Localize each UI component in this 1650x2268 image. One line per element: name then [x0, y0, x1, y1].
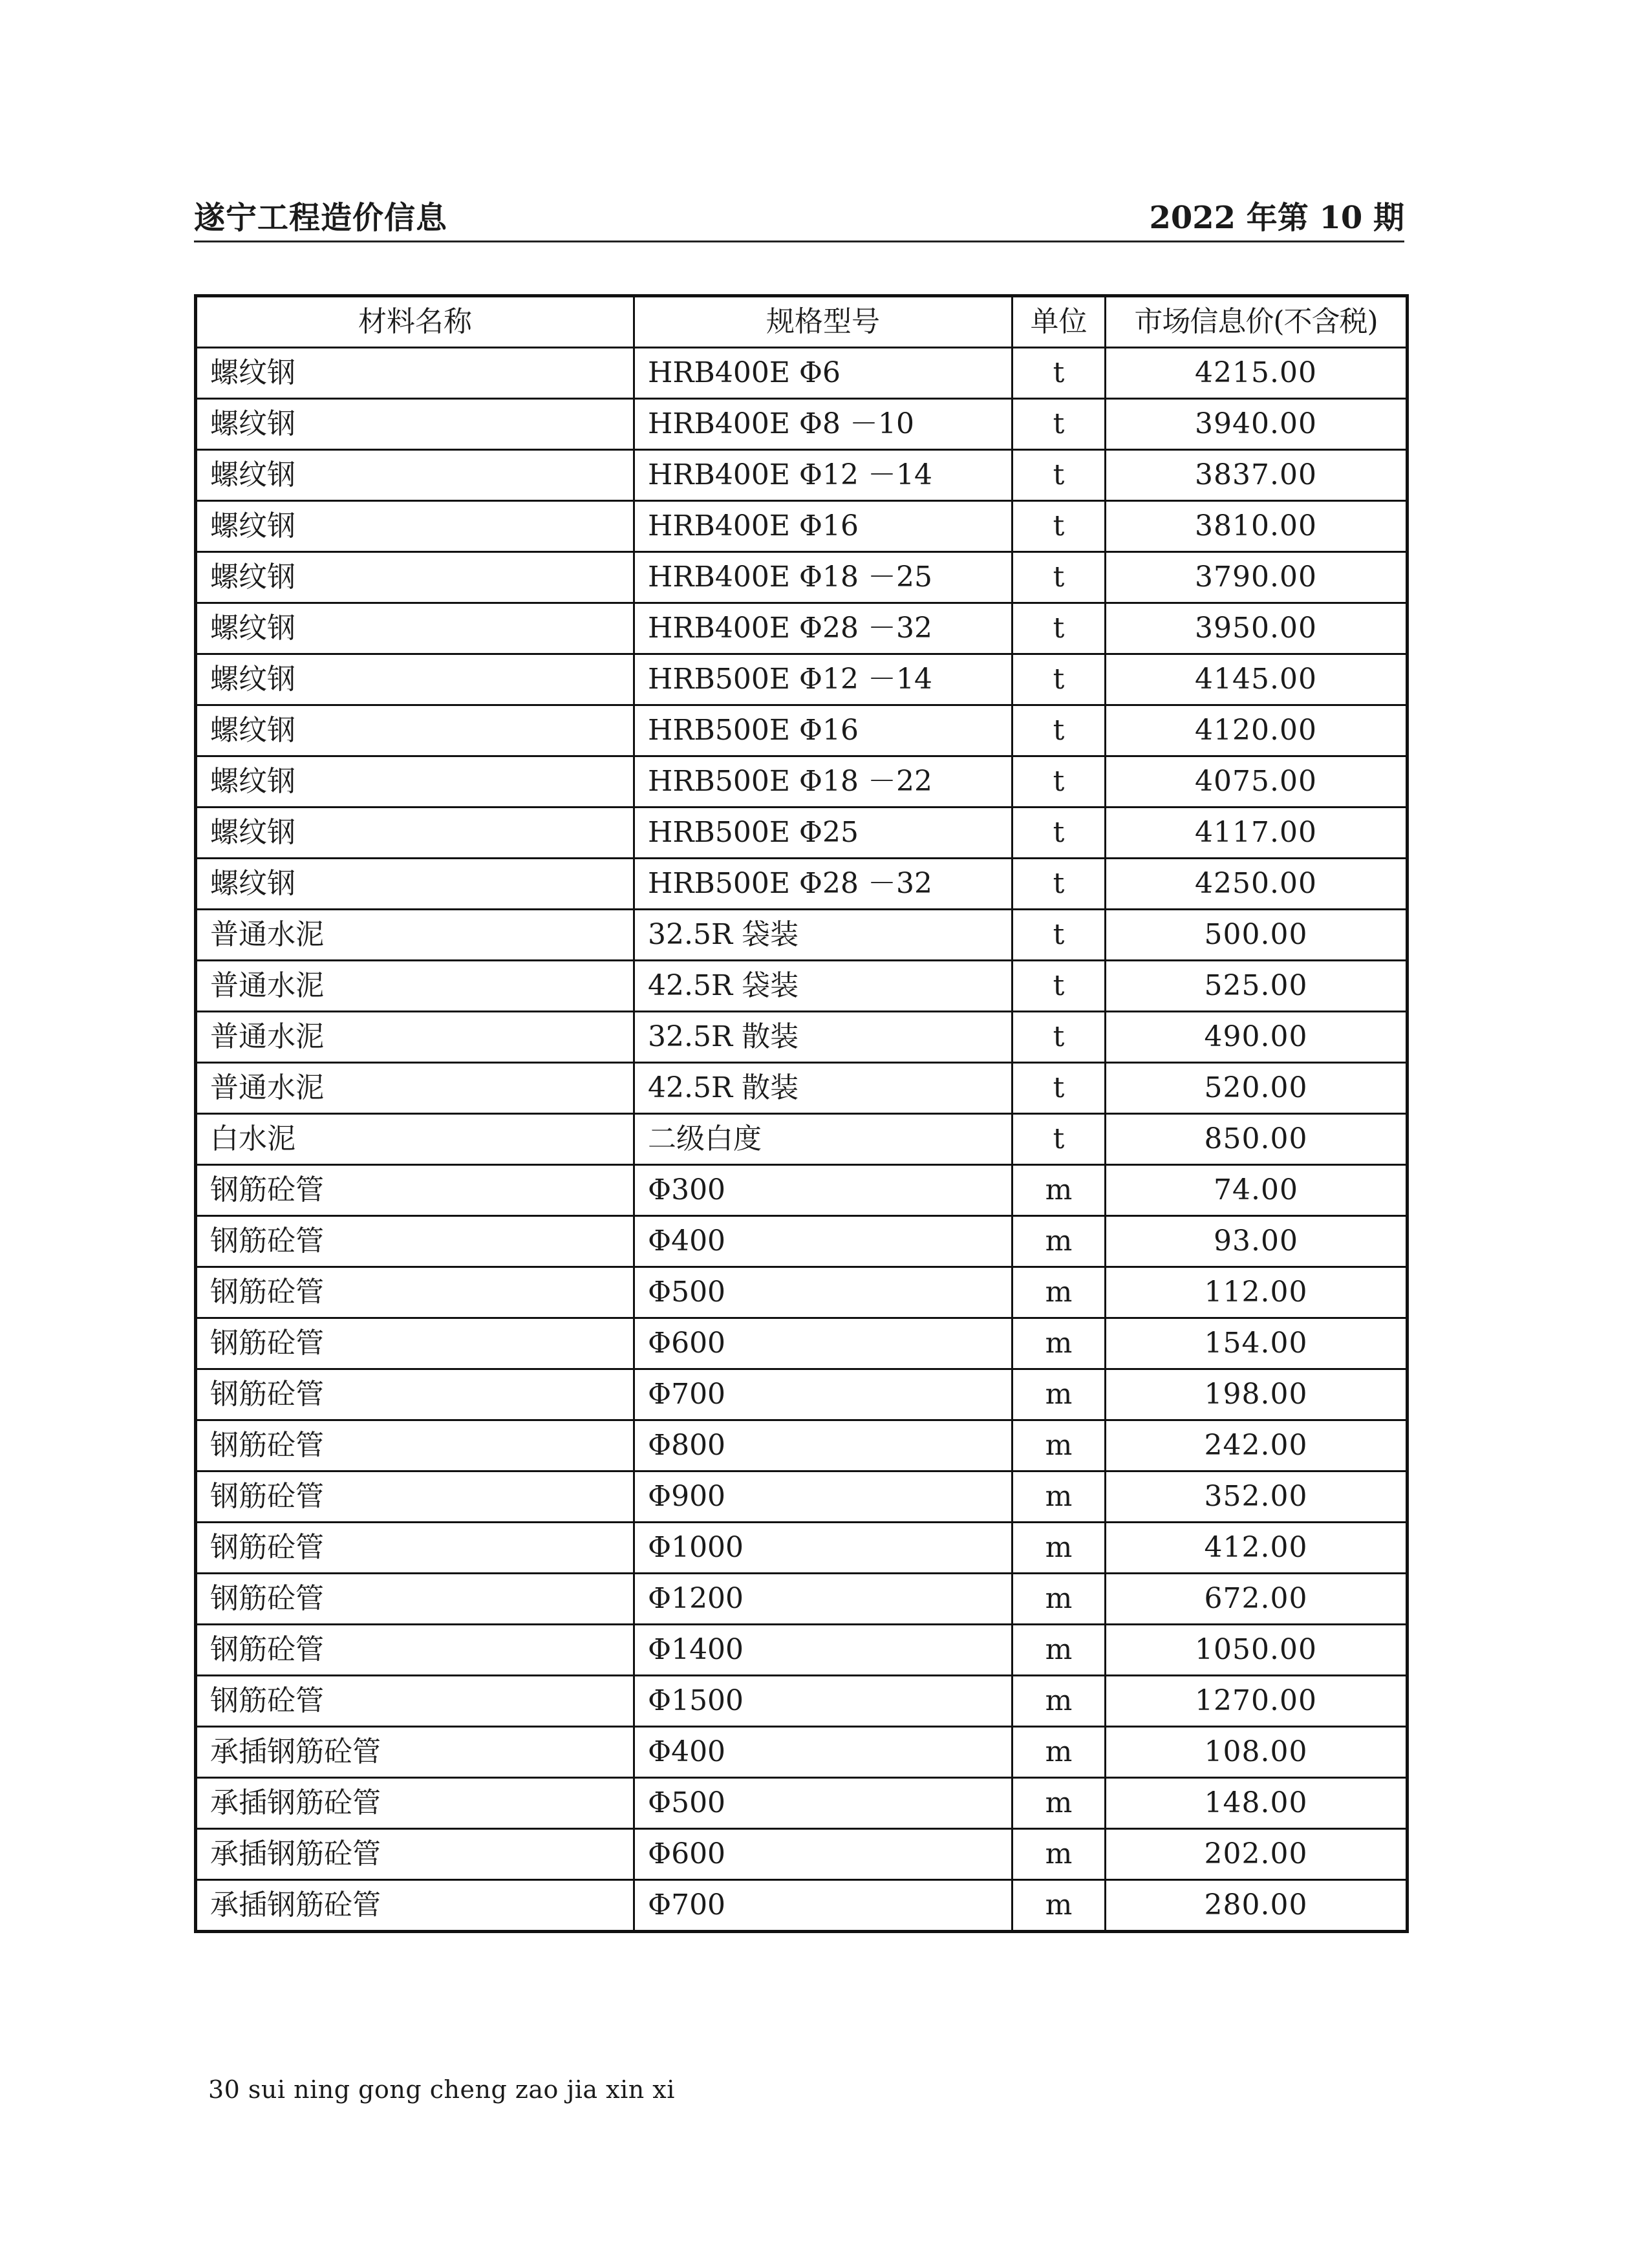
- page-footer: 30 sui ning gong cheng zao jia xin xi: [208, 2075, 675, 2104]
- cell-material-name: 钢筋砼管: [196, 1676, 634, 1727]
- cell-price: 112.00: [1106, 1267, 1408, 1318]
- cell-unit: t: [1012, 961, 1106, 1012]
- table-row: [196, 501, 1408, 552]
- table-row: [196, 1829, 1408, 1880]
- cell-unit: t: [1012, 705, 1106, 756]
- cell-price: 198.00: [1106, 1369, 1408, 1420]
- cell-spec: HRB400E Φ28 －32: [634, 603, 1012, 654]
- cell-material-name: 螺纹钢: [196, 654, 634, 705]
- cell-unit: m: [1012, 1165, 1106, 1216]
- cell-spec: HRB400E Φ6: [634, 348, 1012, 399]
- table-row: [196, 1216, 1408, 1267]
- cell-price: 412.00: [1106, 1523, 1408, 1574]
- cell-material-name: 钢筋砼管: [196, 1420, 634, 1471]
- cell-spec: HRB400E Φ16: [634, 501, 1012, 552]
- cell-price: 4145.00: [1106, 654, 1408, 705]
- cell-material-name: 钢筋砼管: [196, 1369, 634, 1420]
- cell-price: 672.00: [1106, 1574, 1408, 1625]
- cell-spec: Φ500: [634, 1778, 1012, 1829]
- table-header-row: [196, 296, 1408, 348]
- cell-material-name: 螺纹钢: [196, 552, 634, 603]
- cell-material-name: 螺纹钢: [196, 603, 634, 654]
- cell-unit: m: [1012, 1676, 1106, 1727]
- cell-price: 525.00: [1106, 961, 1408, 1012]
- cell-unit: m: [1012, 1420, 1106, 1471]
- cell-material-name: 螺纹钢: [196, 450, 634, 501]
- cell-unit: t: [1012, 808, 1106, 859]
- cell-spec: Φ1000: [634, 1523, 1012, 1574]
- cell-material-name: 白水泥: [196, 1114, 634, 1165]
- page-header: [194, 186, 1404, 238]
- cell-price: 490.00: [1106, 1012, 1408, 1063]
- table-row: [196, 1727, 1408, 1778]
- cell-material-name: 钢筋砼管: [196, 1625, 634, 1676]
- table-row: [196, 1114, 1408, 1165]
- table-row: [196, 348, 1408, 399]
- column-header-material-name: 材料名称: [196, 296, 634, 348]
- cell-unit: m: [1012, 1369, 1106, 1420]
- table-row: [196, 1012, 1408, 1063]
- table-row: [196, 603, 1408, 654]
- cell-unit: m: [1012, 1829, 1106, 1880]
- cell-spec: HRB500E Φ16: [634, 705, 1012, 756]
- table-row: [196, 1063, 1408, 1114]
- cell-price: 202.00: [1106, 1829, 1408, 1880]
- cell-unit: m: [1012, 1267, 1106, 1318]
- table-row: [196, 1625, 1408, 1676]
- cell-price: 352.00: [1106, 1471, 1408, 1523]
- cell-spec: HRB500E Φ25: [634, 808, 1012, 859]
- cell-spec: 二级白度: [634, 1114, 1012, 1165]
- cell-material-name: 普通水泥: [196, 961, 634, 1012]
- column-header-unit: 单位: [1012, 296, 1106, 348]
- publication-title: 遂宁工程造价信息: [194, 200, 448, 236]
- cell-price: 154.00: [1106, 1318, 1408, 1369]
- cell-unit: m: [1012, 1574, 1106, 1625]
- table-row: [196, 756, 1408, 808]
- cell-material-name: 普通水泥: [196, 1012, 634, 1063]
- cell-spec: HRB500E Φ12 －14: [634, 654, 1012, 705]
- cell-material-name: 承插钢筋砼管: [196, 1880, 634, 1932]
- cell-material-name: 钢筋砼管: [196, 1574, 634, 1625]
- cell-unit: t: [1012, 501, 1106, 552]
- cell-price: 280.00: [1106, 1880, 1408, 1932]
- cell-price: 3950.00: [1106, 603, 1408, 654]
- table-row: [196, 1165, 1408, 1216]
- cell-spec: Φ300: [634, 1165, 1012, 1216]
- table-row: [196, 399, 1408, 450]
- cell-unit: m: [1012, 1625, 1106, 1676]
- cell-material-name: 普通水泥: [196, 910, 634, 961]
- table-row: [196, 1369, 1408, 1420]
- cell-material-name: 钢筋砼管: [196, 1523, 634, 1574]
- cell-material-name: 钢筋砼管: [196, 1471, 634, 1523]
- cell-material-name: 承插钢筋砼管: [196, 1727, 634, 1778]
- column-header-price: 市场信息价(不含税): [1106, 296, 1408, 348]
- cell-unit: t: [1012, 399, 1106, 450]
- cell-unit: t: [1012, 1012, 1106, 1063]
- cell-material-name: 钢筋砼管: [196, 1267, 634, 1318]
- cell-price: 1270.00: [1106, 1676, 1408, 1727]
- table-row: [196, 961, 1408, 1012]
- cell-unit: t: [1012, 859, 1106, 910]
- table-row: [196, 808, 1408, 859]
- table-row: [196, 654, 1408, 705]
- cell-unit: t: [1012, 348, 1106, 399]
- cell-spec: HRB400E Φ12 －14: [634, 450, 1012, 501]
- cell-price: 148.00: [1106, 1778, 1408, 1829]
- cell-price: 74.00: [1106, 1165, 1408, 1216]
- table-row: [196, 1267, 1408, 1318]
- table-body: [196, 348, 1408, 1932]
- cell-material-name: 普通水泥: [196, 1063, 634, 1114]
- cell-spec: Φ700: [634, 1880, 1012, 1932]
- table-row: [196, 1880, 1408, 1932]
- cell-unit: m: [1012, 1727, 1106, 1778]
- cell-spec: HRB400E Φ8 －10: [634, 399, 1012, 450]
- cell-unit: t: [1012, 756, 1106, 808]
- cell-material-name: 螺纹钢: [196, 348, 634, 399]
- cell-unit: m: [1012, 1318, 1106, 1369]
- cell-spec: 32.5R 散装: [634, 1012, 1012, 1063]
- cell-price: 4117.00: [1106, 808, 1408, 859]
- cell-spec: HRB400E Φ18 －25: [634, 552, 1012, 603]
- cell-spec: Φ500: [634, 1267, 1012, 1318]
- cell-spec: Φ400: [634, 1727, 1012, 1778]
- cell-unit: t: [1012, 603, 1106, 654]
- material-price-table: [194, 294, 1409, 1933]
- cell-material-name: 钢筋砼管: [196, 1318, 634, 1369]
- table-row: [196, 1471, 1408, 1523]
- column-header-spec: 规格型号: [634, 296, 1012, 348]
- table-row: [196, 1778, 1408, 1829]
- cell-price: 3790.00: [1106, 552, 1408, 603]
- cell-spec: Φ400: [634, 1216, 1012, 1267]
- issue-number: 2022 年第 10 期: [1149, 200, 1404, 236]
- cell-spec: 32.5R 袋装: [634, 910, 1012, 961]
- cell-price: 3837.00: [1106, 450, 1408, 501]
- cell-spec: Φ600: [634, 1829, 1012, 1880]
- table-row: [196, 1574, 1408, 1625]
- cell-unit: t: [1012, 450, 1106, 501]
- cell-price: 3940.00: [1106, 399, 1408, 450]
- cell-material-name: 螺纹钢: [196, 808, 634, 859]
- cell-price: 4215.00: [1106, 348, 1408, 399]
- cell-material-name: 螺纹钢: [196, 501, 634, 552]
- cell-price: 1050.00: [1106, 1625, 1408, 1676]
- table-row: [196, 1676, 1408, 1727]
- cell-spec: Φ1400: [634, 1625, 1012, 1676]
- cell-price: 108.00: [1106, 1727, 1408, 1778]
- cell-price: 93.00: [1106, 1216, 1408, 1267]
- cell-price: 4075.00: [1106, 756, 1408, 808]
- table-row: [196, 705, 1408, 756]
- cell-material-name: 螺纹钢: [196, 399, 634, 450]
- cell-unit: t: [1012, 654, 1106, 705]
- cell-unit: t: [1012, 1114, 1106, 1165]
- cell-spec: Φ1500: [634, 1676, 1012, 1727]
- cell-spec: Φ1200: [634, 1574, 1012, 1625]
- cell-material-name: 承插钢筋砼管: [196, 1829, 634, 1880]
- cell-unit: m: [1012, 1880, 1106, 1932]
- cell-unit: t: [1012, 1063, 1106, 1114]
- cell-spec: 42.5R 散装: [634, 1063, 1012, 1114]
- cell-unit: m: [1012, 1471, 1106, 1523]
- cell-spec: Φ800: [634, 1420, 1012, 1471]
- cell-spec: Φ900: [634, 1471, 1012, 1523]
- cell-price: 3810.00: [1106, 501, 1408, 552]
- table-row: [196, 910, 1408, 961]
- cell-unit: t: [1012, 910, 1106, 961]
- cell-material-name: 螺纹钢: [196, 859, 634, 910]
- cell-spec: HRB500E Φ18 －22: [634, 756, 1012, 808]
- header-divider: [194, 241, 1404, 242]
- cell-price: 850.00: [1106, 1114, 1408, 1165]
- cell-unit: m: [1012, 1523, 1106, 1574]
- table-row: [196, 1523, 1408, 1574]
- cell-spec: Φ700: [634, 1369, 1012, 1420]
- cell-spec: HRB500E Φ28 －32: [634, 859, 1012, 910]
- table-row: [196, 1318, 1408, 1369]
- cell-price: 4120.00: [1106, 705, 1408, 756]
- cell-material-name: 钢筋砼管: [196, 1216, 634, 1267]
- cell-price: 4250.00: [1106, 859, 1408, 910]
- cell-material-name: 钢筋砼管: [196, 1165, 634, 1216]
- table-row: [196, 859, 1408, 910]
- cell-material-name: 承插钢筋砼管: [196, 1778, 634, 1829]
- cell-price: 500.00: [1106, 910, 1408, 961]
- cell-unit: m: [1012, 1778, 1106, 1829]
- table-row: [196, 450, 1408, 501]
- cell-material-name: 螺纹钢: [196, 705, 634, 756]
- cell-spec: 42.5R 袋装: [634, 961, 1012, 1012]
- cell-price: 242.00: [1106, 1420, 1408, 1471]
- table-row: [196, 1420, 1408, 1471]
- cell-unit: m: [1012, 1216, 1106, 1267]
- table-row: [196, 552, 1408, 603]
- cell-price: 520.00: [1106, 1063, 1408, 1114]
- cell-material-name: 螺纹钢: [196, 756, 634, 808]
- cell-unit: t: [1012, 552, 1106, 603]
- cell-spec: Φ600: [634, 1318, 1012, 1369]
